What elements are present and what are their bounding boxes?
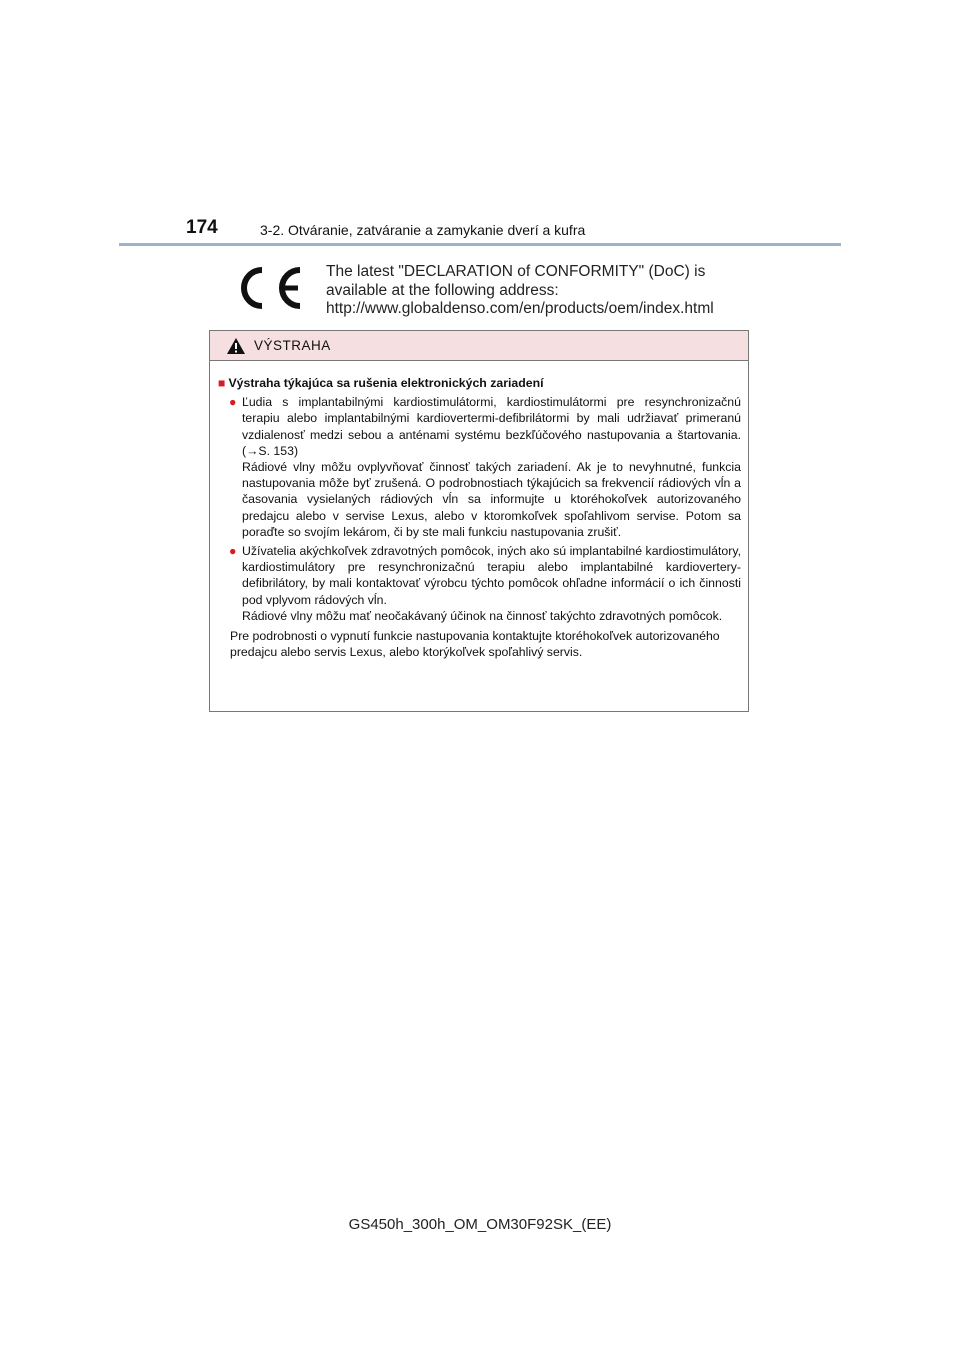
doc-notice-url: http://www.globaldenso.com/en/products/oem/index.html xyxy=(326,300,714,317)
square-bullet-icon: ■ xyxy=(218,376,226,390)
bullet-paragraph: Rádiové vlny môžu ovplyvňovať činnosť takých zariadení. Ak je to nevyhnutné, funkcia nastupovania môže byť zrušená. O podrobnostiach týkajúcich sa frekvencií rádiových vĺn a časovania vysielaných rádiových vĺn sa informujte u ktoréhokoľvek autorizovaného predajcu alebo v servise Lexus, alebo v ktoromkoľvek spoľahlivom servise. Potom sa poraďte so svojím lekárom, či by ste mali funkciu nastupovania zrušiť. xyxy=(242,460,741,539)
circle-bullet-icon: ● xyxy=(229,395,237,410)
warning-label: VÝSTRAHA xyxy=(254,338,331,353)
closing-paragraph: Pre podrobnosti o vypnutí funkcie nastupovania kontaktujte ktoréhokoľvek autorizovaného predajcu alebo servis Lexus, alebo ktorýkoľvek spoľahlivý servis. xyxy=(230,629,720,660)
warning-header xyxy=(210,331,748,361)
page-number: 174 xyxy=(186,217,218,238)
list-item xyxy=(218,543,741,624)
doc-notice-line: available at the following address: xyxy=(326,281,559,299)
bullet-paragraph: Ľudia s implantabilnými kardiostimulátormi, kardiostimulátormi pre resynchronizačnú terapiu alebo implantabilnými kardiovertermi-defibrilátormi by mali udržiavať primeranú vzdialenosť medzi sebou a anténami systému bezkľúčového nastupovania a štartovania. (→S. 153) xyxy=(242,395,741,458)
warning-box xyxy=(209,330,749,712)
footer-code: GS450h_300h_OM_OM30F92SK_(EE) xyxy=(348,1216,612,1233)
warning-subheading-text: Výstraha týkajúca sa rušenia elektronických zariadení xyxy=(228,376,544,390)
list-item xyxy=(218,394,741,540)
bullet-paragraph: Užívatelia akýchkoľvek zdravotných pomôcok, iných ako sú implantabilné kardiostimulátory, kardiostimulátory pre resynchronizačnú terapiu alebo implantabilné kardiovertery-defibrilátory, by mali kontaktovať výrobcu týchto pomôcok ohľadne informácií o ich činnosti pod vplyvom rádových vĺn. xyxy=(242,544,741,607)
doc-notice xyxy=(326,263,714,319)
header-rule xyxy=(119,243,841,246)
ce-mark-icon xyxy=(232,264,304,312)
warning-triangle-icon xyxy=(226,337,246,355)
section-title: 3-2. Otváranie, zatváranie a zamykanie dverí a kufra xyxy=(260,222,586,238)
bullet-paragraph: Rádiové vlny môžu mať neočakávaný účinok na činnosť takýchto zdravotných pomôcok. xyxy=(242,608,723,623)
circle-bullet-icon: ● xyxy=(229,544,237,559)
doc-notice-line: The latest "DECLARATION of CONFORMITY" (DoC) is xyxy=(326,263,706,280)
warning-subheading xyxy=(218,375,741,391)
closing-note xyxy=(218,628,741,660)
warning-body xyxy=(210,361,748,660)
